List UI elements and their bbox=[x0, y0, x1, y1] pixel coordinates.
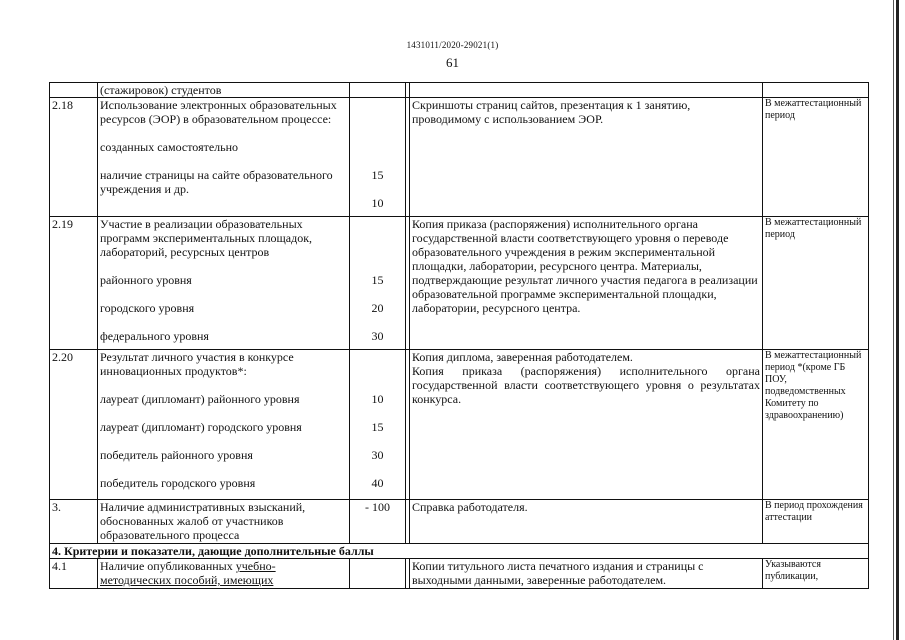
cell-num: 2.18 bbox=[50, 98, 98, 217]
sub-item-label: районного уровня bbox=[100, 273, 192, 287]
cell-points: - 100 bbox=[350, 500, 406, 544]
criterion-title: Участие в реализации образовательных программ экспериментальных площадок, лабораторий, ресурсных центров bbox=[100, 217, 313, 259]
points-value: 30 bbox=[371, 329, 384, 343]
table-row bbox=[50, 98, 869, 217]
points-value: 15 bbox=[371, 273, 384, 287]
cell-num: 2.20 bbox=[50, 350, 98, 500]
cell-period: В межаттестационный период bbox=[763, 217, 869, 350]
sub-item-label: наличие страницы на сайте образовательного учреждения и др. bbox=[100, 168, 333, 196]
cell-name bbox=[98, 98, 350, 217]
points-value: 10 bbox=[371, 196, 384, 210]
cell-docs: Справка работодателя. bbox=[410, 500, 763, 544]
cell-docs: Копия приказа (распоряжения) исполнительного органа государственной власти соответствующего уровня о переводе образовательного учреждения в режим экспериментальной площадки, лаборатории, ресурсного центра. Материалы, подтверждающие результат личного участия педагога в реализации образовательной программе экспериментальной площадки, лаборатории, ресурсного центра. bbox=[410, 217, 763, 350]
cell-num: 2.19 bbox=[50, 217, 98, 350]
sub-item-label: лауреат (дипломант) районного уровня bbox=[100, 392, 300, 406]
cell-points bbox=[350, 98, 406, 217]
cell-docs bbox=[410, 83, 763, 98]
cell-num bbox=[50, 83, 98, 98]
sub-item-label: федерального уровня bbox=[100, 329, 209, 343]
doc-line: Копия приказа (распоряжения) исполнительного органа государственной власти соответствующего уровня о результатах конкурса. bbox=[412, 364, 760, 406]
cell-docs: Копии титульного листа печатного издания и страницы с выходными данными, заверенные работодателем. bbox=[410, 559, 763, 589]
table-row bbox=[50, 350, 869, 500]
sub-item-label: победитель городского уровня bbox=[100, 476, 256, 490]
cell-name: Наличие административных взысканий, обоснованных жалоб от участников образовательного процесса bbox=[98, 500, 350, 544]
points-value: 10 bbox=[371, 392, 384, 406]
points-value: 40 bbox=[371, 476, 384, 490]
points-value: 30 bbox=[371, 448, 384, 462]
criterion-title-part: имеющих bbox=[220, 573, 274, 587]
cell-period: В межаттестационный период *(кроме ГБ ПОУ, подведомственных Комитету по здравоохранению) bbox=[763, 350, 869, 500]
sub-item-label: лауреат (дипломант) городского уровня bbox=[100, 420, 302, 434]
cell-docs: Скриншоты страниц сайтов, презентация к 1 занятию, проводимому с использованием ЭОР. bbox=[410, 98, 763, 217]
points-value: 15 bbox=[371, 420, 384, 434]
cell-points bbox=[350, 559, 406, 589]
cell-points bbox=[350, 83, 406, 98]
section-header-row bbox=[50, 544, 869, 559]
criteria-table bbox=[49, 82, 869, 589]
cell-period bbox=[763, 83, 869, 98]
scan-edge bbox=[896, 0, 899, 640]
page-number: 61 bbox=[446, 55, 459, 70]
cell-name bbox=[98, 217, 350, 350]
criterion-title-underlined: учебно-методических пособий, bbox=[100, 559, 276, 587]
table-row bbox=[50, 217, 869, 350]
cell-period: В период прохождения аттестации bbox=[763, 500, 869, 544]
table-row bbox=[50, 500, 869, 544]
cell-name: (стажировок) студентов bbox=[98, 83, 350, 98]
doc-line: Копия диплома, заверенная работодателем. bbox=[412, 350, 633, 364]
section-title: 4. Критерии и показатели, дающие дополнительные баллы bbox=[50, 544, 869, 559]
cell-points bbox=[350, 217, 406, 350]
cell-docs bbox=[410, 350, 763, 500]
cell-num: 4.1 bbox=[50, 559, 98, 589]
criterion-title-part: Наличие опубликованных bbox=[100, 559, 236, 573]
criterion-title: Использование электронных образовательных ресурсов (ЭОР) в образовательном процессе: bbox=[100, 98, 337, 126]
table-row bbox=[50, 559, 869, 589]
sub-item-label: созданных самостоятельно bbox=[100, 140, 239, 154]
scan-edge-line bbox=[893, 0, 894, 640]
criterion-title: Результат личного участия в конкурсе инновационных продуктов*: bbox=[100, 350, 294, 378]
cell-name bbox=[98, 350, 350, 500]
cell-num: 3. bbox=[50, 500, 98, 544]
sub-item-label: городского уровня bbox=[100, 301, 195, 315]
cell-period: В межаттестационный период bbox=[763, 98, 869, 217]
points-value: 20 bbox=[371, 301, 384, 315]
cell-points bbox=[350, 350, 406, 500]
cell-period: Указываются публикации, bbox=[763, 559, 869, 589]
document-id: 1431011/2020-29021(1) bbox=[406, 40, 499, 50]
points-value: 15 bbox=[371, 168, 384, 182]
table-row bbox=[50, 83, 869, 98]
sub-item-label: победитель районного уровня bbox=[100, 448, 253, 462]
cell-name bbox=[98, 559, 350, 589]
